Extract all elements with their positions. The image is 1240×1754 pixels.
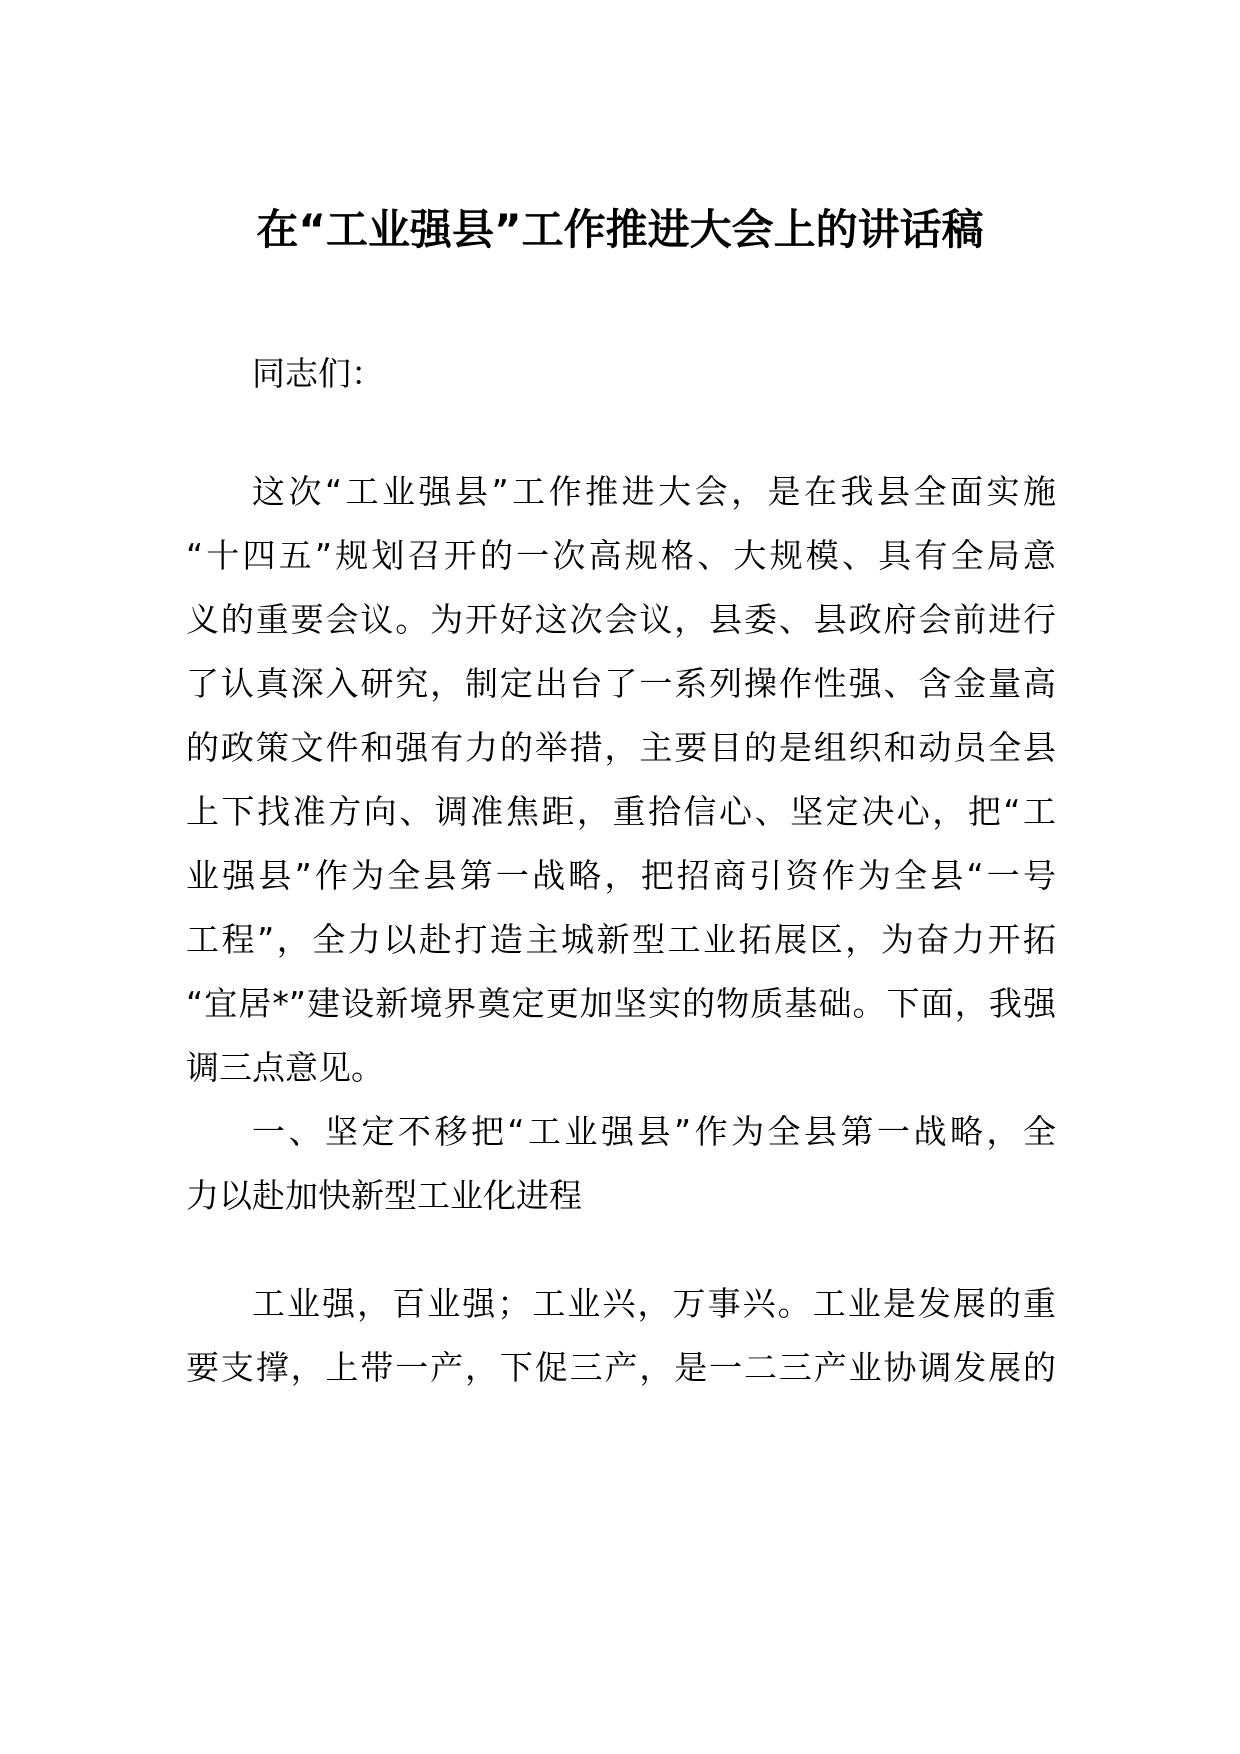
- paragraph-industry: [186, 1272, 1056, 1400]
- paragraph-line: 工业强，百业强；工业兴，万事兴。工业是发展的重: [252, 1284, 1056, 1323]
- paragraph-line: 工程”，全力以赴打造主城新型工业拓展区，为奋力开拓: [186, 920, 1056, 959]
- heading-line: 一、坚定不移把“工业强县”作为全县第一战略，全: [252, 1112, 1056, 1151]
- paragraph-intro: [186, 460, 1056, 1100]
- paragraph-line: 要支撑，上带一产，下促三产，是一二三产业协调发展的: [186, 1348, 1056, 1387]
- section-heading-1: [186, 1100, 1056, 1228]
- salutation: [186, 342, 1056, 406]
- salutation-text: 同志们：: [252, 354, 384, 393]
- paragraph-line: 业强县”作为全县第一战略，把招商引资作为全县“一号: [186, 856, 1056, 895]
- heading-line: 力以赴加快新型工业化进程: [186, 1176, 582, 1215]
- paragraph-line: “宜居*”建设新境界奠定更加坚实的物质基础。下面，我强: [186, 984, 1056, 1023]
- paragraph-line: 义的重要会议。为开好这次会议，县委、县政府会前进行: [186, 600, 1056, 639]
- paragraph-line: 这次“工业强县”工作推进大会，是在我县全面实施: [252, 472, 1056, 511]
- paragraph-line: 了认真深入研究，制定出台了一系列操作性强、含金量高: [186, 664, 1056, 703]
- paragraph-line: 上下找准方向、调准焦距，重拾信心、坚定决心，把“工: [186, 792, 1056, 831]
- paragraph-line: 的政策文件和强有力的举措，主要目的是组织和动员全县: [186, 728, 1056, 767]
- paragraph-line: “十四五”规划召开的一次高规格、大规模、具有全局意: [186, 536, 1056, 575]
- paragraph-line: 调三点意见。: [186, 1048, 384, 1087]
- document-title: 在“工业强县”工作推进大会上的讲话稿: [256, 205, 984, 254]
